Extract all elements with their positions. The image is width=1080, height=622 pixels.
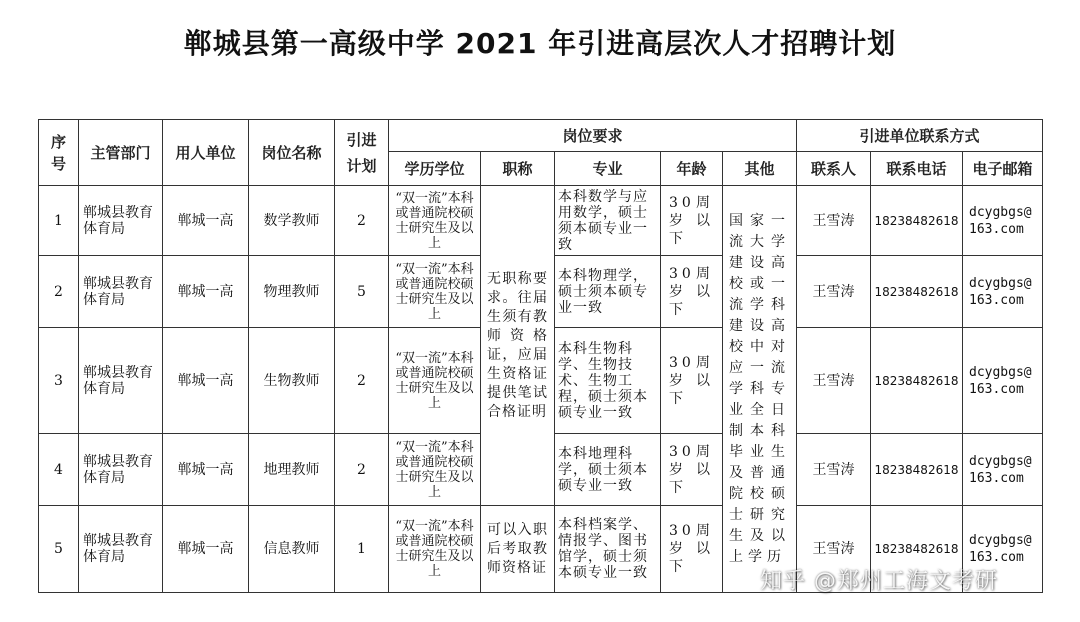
education-cell: “双一流”本科或普通院校硕士研究生及以上 (389, 506, 481, 593)
plan-cell: 2 (335, 186, 389, 256)
email-cell: dcygbgs@163.com (963, 328, 1043, 434)
education-cell: “双一流”本科或普通院校硕士研究生及以上 (389, 186, 481, 256)
contact-cell: 王雪涛 (797, 328, 871, 434)
major-cell: 本科地理科学，硕士须本硕专业一致 (555, 434, 661, 506)
position-cell: 生物教师 (249, 328, 335, 434)
contact-cell: 王雪涛 (797, 186, 871, 256)
header-age: 年龄 (661, 152, 723, 186)
seq-cell: 1 (39, 186, 79, 256)
email-cell: dcygbgs@163.com (963, 256, 1043, 328)
phone-cell: 18238482618 (871, 434, 963, 506)
header-requirements: 岗位要求 (389, 120, 797, 152)
contact-cell: 王雪涛 (797, 506, 871, 593)
watermark-text: 知乎 @郑州工海文考研 (760, 569, 998, 594)
dept-cell: 郸城县教育体育局 (79, 506, 163, 593)
email-cell: dcygbgs@163.com (963, 434, 1043, 506)
dept-cell: 郸城县教育体育局 (79, 434, 163, 506)
seq-cell: 5 (39, 506, 79, 593)
seq-cell: 4 (39, 434, 79, 506)
major-cell: 本科生物科学、生物技术、生物工程，硕士须本硕专业一致 (555, 328, 661, 434)
header-unit: 用人单位 (163, 120, 249, 186)
seq-cell: 2 (39, 256, 79, 328)
unit-cell: 郸城一高 (163, 256, 249, 328)
phone-cell: 18238482618 (871, 256, 963, 328)
seq-cell: 3 (39, 328, 79, 434)
plan-cell: 2 (335, 434, 389, 506)
header-title: 职称 (481, 152, 555, 186)
recruitment-table (38, 119, 1043, 593)
other-requirement-cell: 国家一流大学建设高校或一流学科建设高校中对应一流学科专业全日制本科毕业生及普通院校硕士研究生及以上学历 (723, 186, 797, 593)
education-cell: “双一流”本科或普通院校硕士研究生及以上 (389, 256, 481, 328)
header-contact: 联系人 (797, 152, 871, 186)
age-cell: 30周岁以下 (661, 256, 723, 328)
unit-cell: 郸城一高 (163, 434, 249, 506)
education-cell: “双一流”本科或普通院校硕士研究生及以上 (389, 434, 481, 506)
phone-cell: 18238482618 (871, 186, 963, 256)
education-cell: “双一流”本科或普通院校硕士研究生及以上 (389, 328, 481, 434)
age-cell: 30周岁以下 (661, 186, 723, 256)
major-cell: 本科数学与应用数学，硕士须本硕专业一致 (555, 186, 661, 256)
unit-cell: 郸城一高 (163, 506, 249, 593)
header-phone: 联系电话 (871, 152, 963, 186)
unit-cell: 郸城一高 (163, 186, 249, 256)
header-position: 岗位名称 (249, 120, 335, 186)
header-email: 电子邮箱 (963, 152, 1043, 186)
header-major: 专业 (555, 152, 661, 186)
header-other: 其他 (723, 152, 797, 186)
table-row (39, 186, 1043, 256)
contact-cell: 王雪涛 (797, 434, 871, 506)
page-title: 郸城县第一高级中学 2021 年引进高层次人才招聘计划 (183, 27, 897, 60)
age-cell: 30周岁以下 (661, 506, 723, 593)
unit-cell: 郸城一高 (163, 328, 249, 434)
phone-cell: 18238482618 (871, 328, 963, 434)
plan-cell: 2 (335, 328, 389, 434)
major-cell: 本科档案学、情报学、图书馆学，硕士须本硕专业一致 (555, 506, 661, 593)
plan-cell: 5 (335, 256, 389, 328)
title-requirement-cell: 可以入职后考取教师资格证 (481, 506, 555, 593)
major-cell: 本科物理学，硕士须本硕专业一致 (555, 256, 661, 328)
contact-cell: 王雪涛 (797, 256, 871, 328)
dept-cell: 郸城县教育体育局 (79, 256, 163, 328)
header-education: 学历学位 (389, 152, 481, 186)
dept-cell: 郸城县教育体育局 (79, 186, 163, 256)
phone-cell: 18238482618 (871, 506, 963, 593)
position-cell: 数学教师 (249, 186, 335, 256)
email-cell: dcygbgs@163.com (963, 506, 1043, 593)
dept-cell: 郸城县教育体育局 (79, 328, 163, 434)
position-cell: 信息教师 (249, 506, 335, 593)
header-contact-group: 引进单位联系方式 (797, 120, 1043, 152)
age-cell: 30周岁以下 (661, 434, 723, 506)
position-cell: 物理教师 (249, 256, 335, 328)
email-cell: dcygbgs@163.com (963, 186, 1043, 256)
age-cell: 30周岁以下 (661, 328, 723, 434)
position-cell: 地理教师 (249, 434, 335, 506)
title-requirement-cell: 无职称要求。往届生须有教师资格证，应届生资格证提供笔试合格证明 (481, 186, 555, 506)
header-dept: 主管部门 (79, 120, 163, 186)
header-seq: 序号 (39, 120, 79, 186)
header-plan: 引进计划 (335, 120, 389, 186)
plan-cell: 1 (335, 506, 389, 593)
